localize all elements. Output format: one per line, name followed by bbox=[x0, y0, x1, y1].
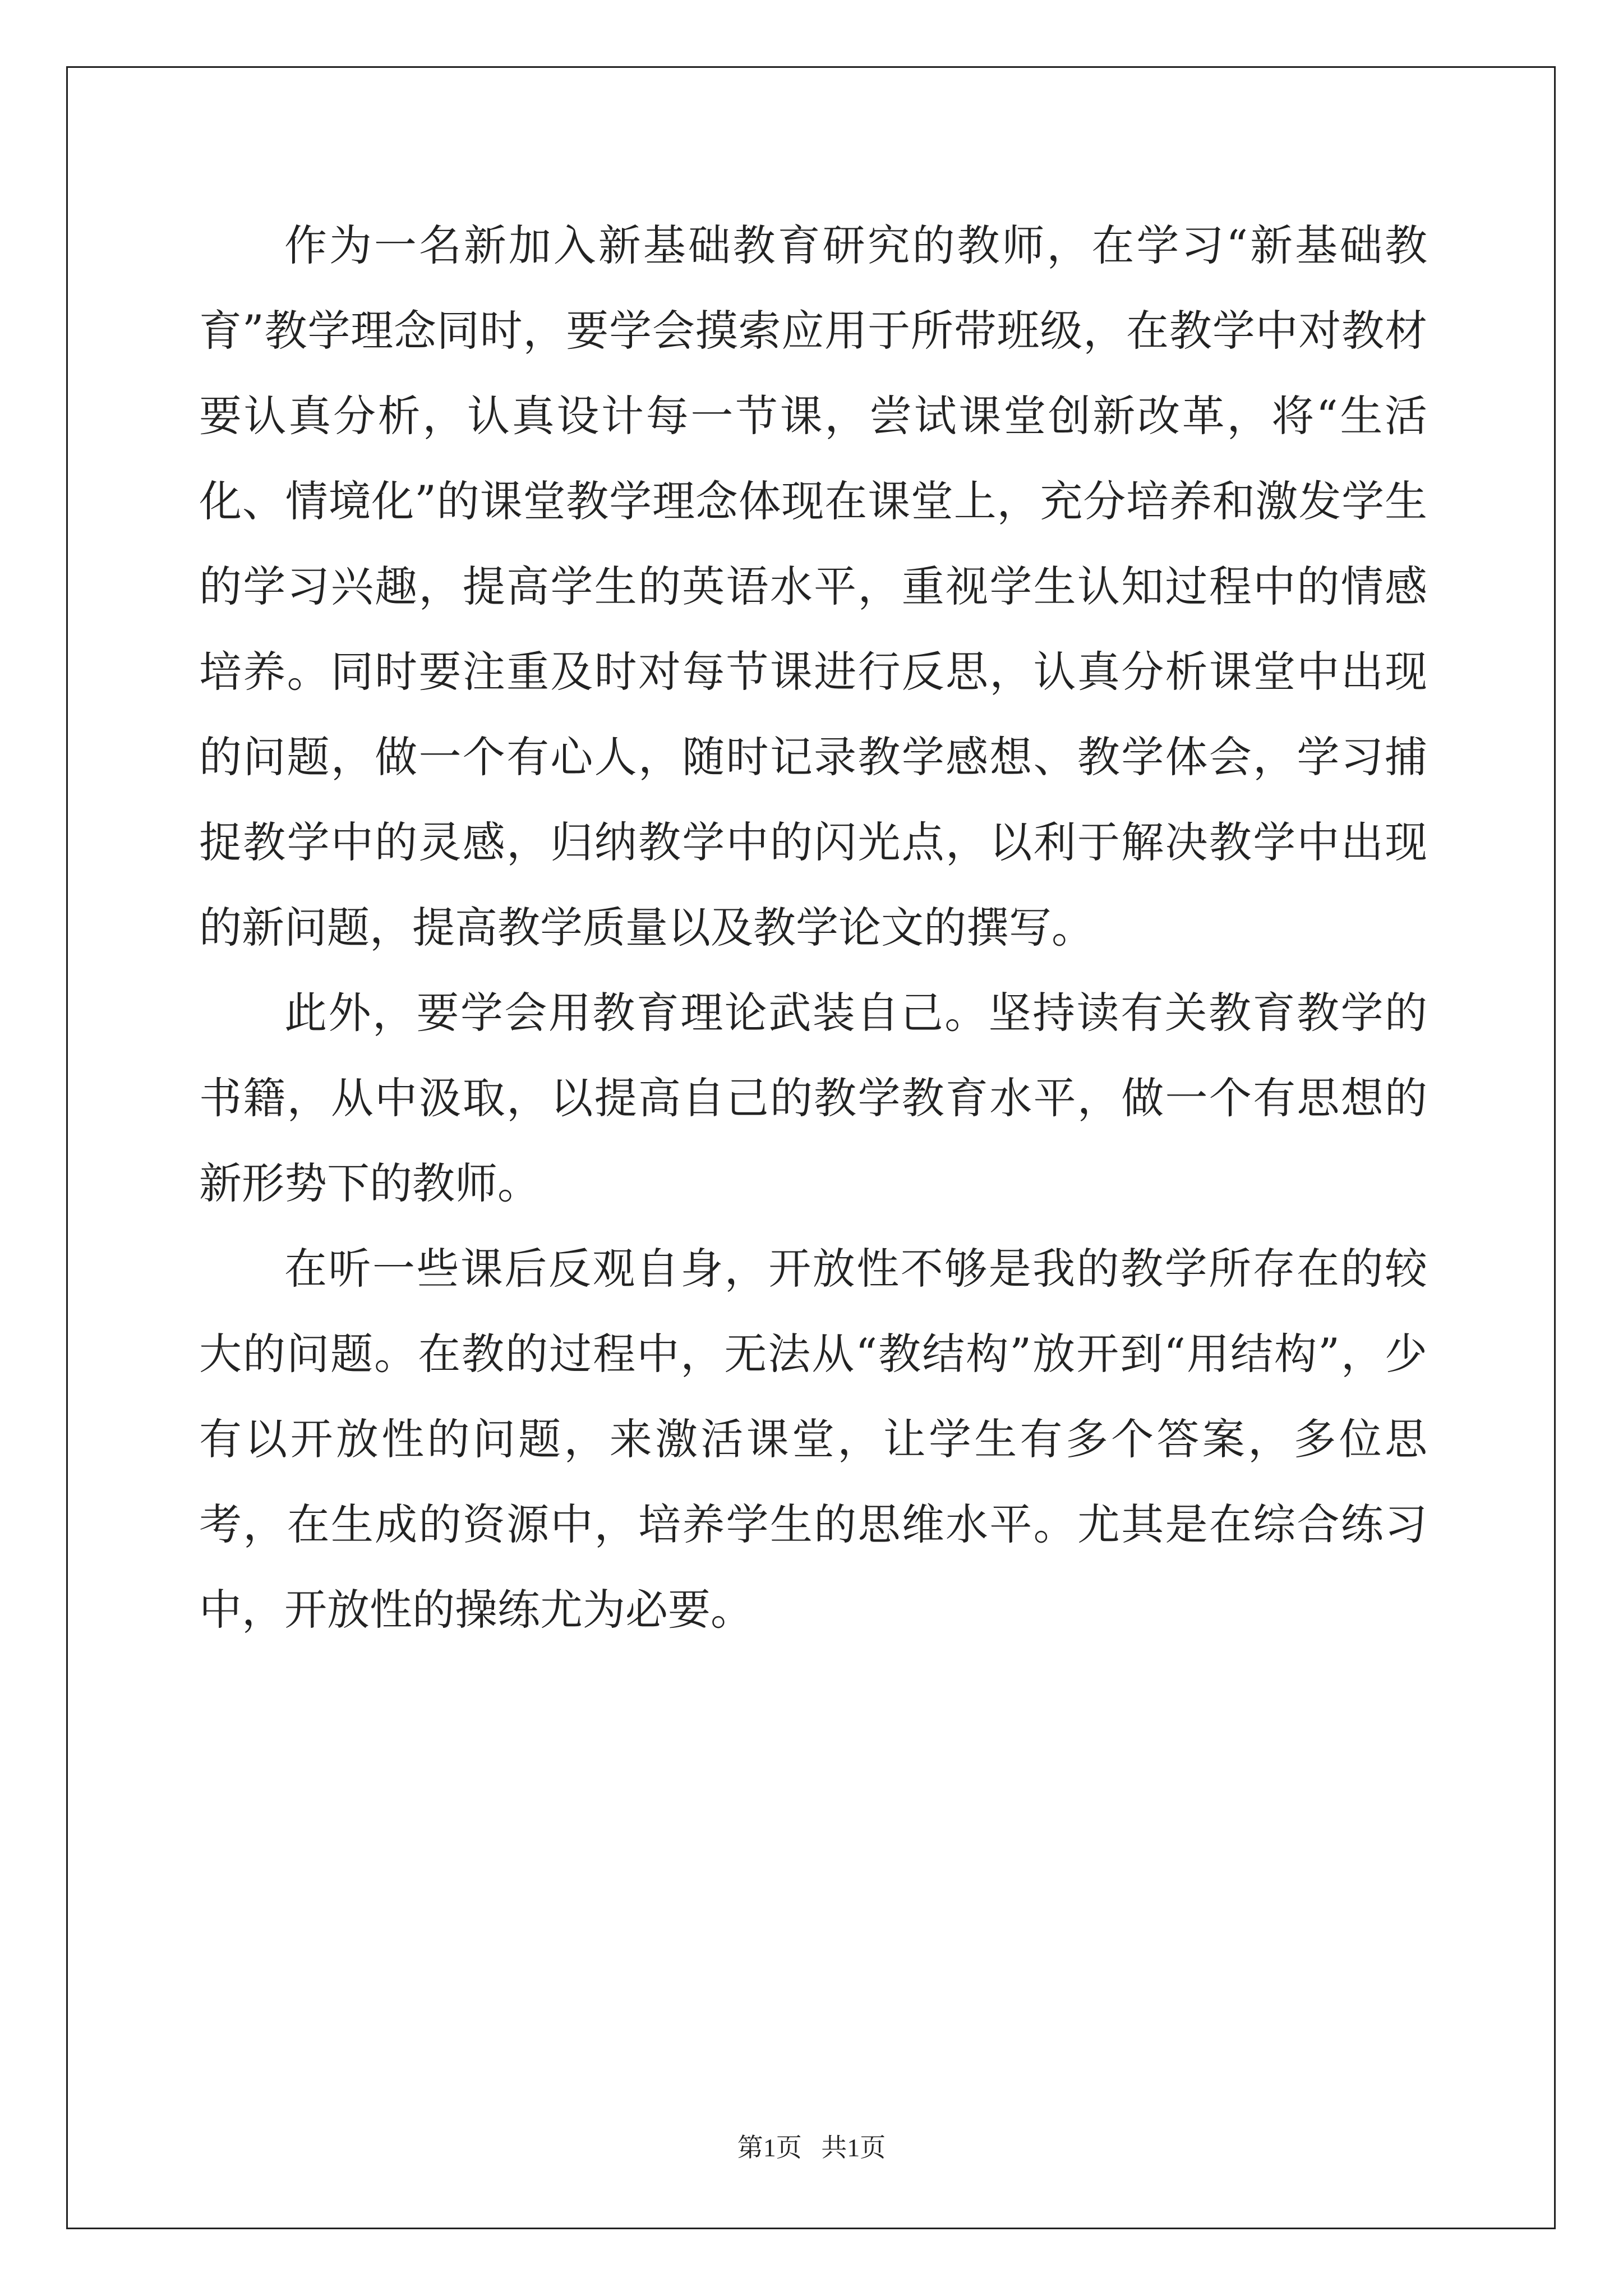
paragraph-1: 作为一名新加入新基础教育研究的教师，在学习“新基础教育”教学理念同时，要学会摸索应用于所带班级，在教学中对教材要认真分析，认真设计每一节课，尝试课堂创新改革，将“生活化、情境化”的课堂教学理念体现在课堂上，充分培养和激发学生的学习兴趣，提高学生的英语水平，重视学生认知过程中的情感培养。同时要注重及时对每节课进行反思，认真分析课堂中出现的问题，做一个有心人，随时记录教学感想、教学体会，学习捕捉教学中的灵感，归纳教学中的闪光点，以利于解决教学中出现的新问题，提高教学质量以及教学论文的撰写。 bbox=[199, 220, 1427, 953]
document-body bbox=[199, 203, 1427, 1653]
paragraph-2: 此外，要学会用教育理论武装自己。坚持读有关教育教学的书籍，从中汲取，以提高自己的教学教育水平，做一个有思想的新形势下的教师。 bbox=[199, 988, 1427, 1208]
paragraph-3: 在听一些课后反观自身，开放性不够是我的教学所存在的较大的问题。在教的过程中，无法从“教结构”放开到“用结构”，少有以开放性的问题，来激活课堂，让学生有多个答案，多位思考，在生成的资源中，培养学生的思维水平。尤其是在综合练习中，开放性的操练尤为必要。 bbox=[199, 1244, 1427, 1635]
page-number-footer: 第1页 共1页 bbox=[737, 2133, 886, 2162]
